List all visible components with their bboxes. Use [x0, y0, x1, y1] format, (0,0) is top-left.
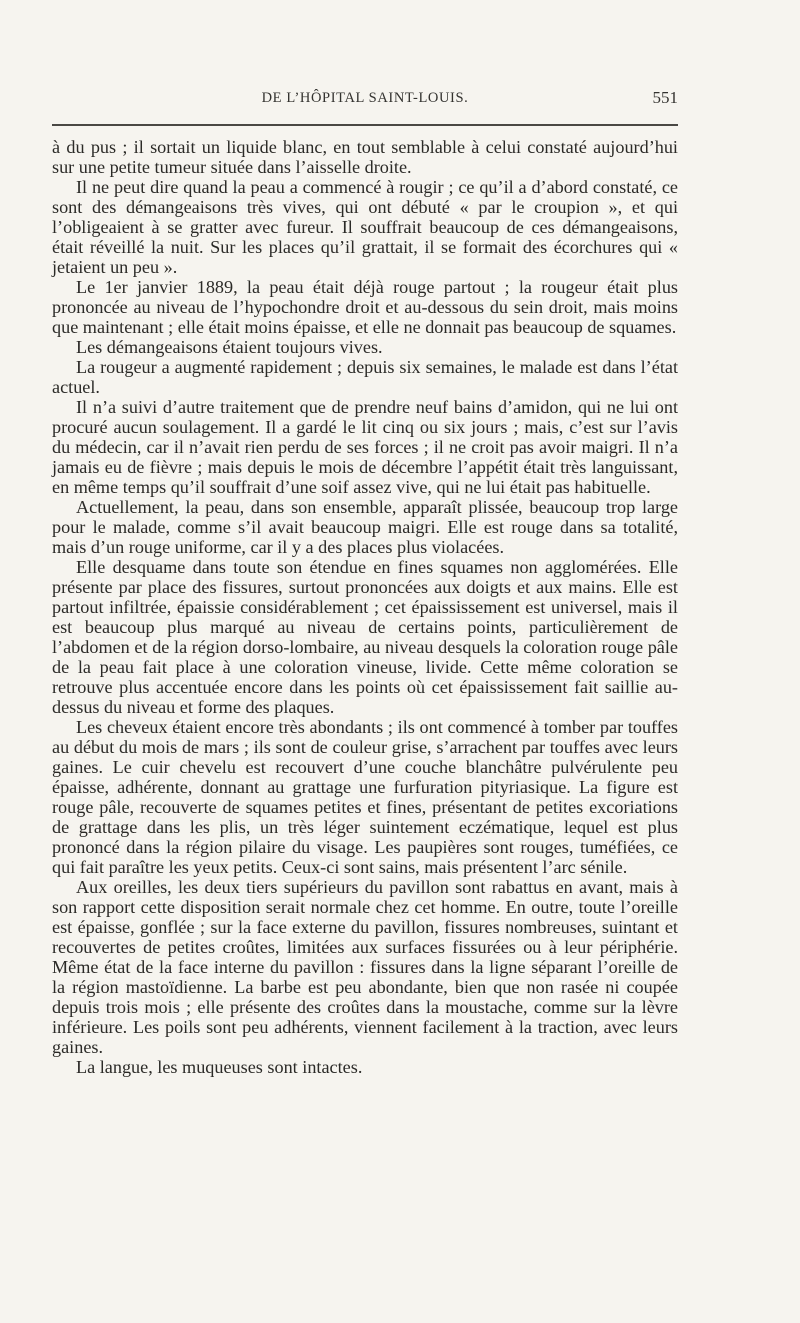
- paragraph: La langue, les muqueuses sont intactes.: [76, 1057, 363, 1077]
- paragraph: Aux oreilles, les deux tiers supérieurs du pavillon sont rabattus en avant, mais à son rapport cette disposition serait normale chez cet homme. En outre, toute l’oreille est épaisse, gonflée ; sur la face externe du pavillon, fissures nombreuses, suintant et recouvertes de petites croûtes, limitées aux surfaces fissurées ou à leur périphérie. Même état de la face interne du pavillon : fissures dans la ligne séparant l’oreille de la région mastoïdienne. La barbe est peu abondante, bien que non rasée ni coupée depuis trois mois ; elle présente des croûtes dans la moustache, comme sur la lèvre inférieure. Les poils sont peu adhérents, viennent facilement à la traction, avec leurs gaines.: [52, 877, 678, 1057]
- paragraph: Le 1er janvier 1889, la peau était déjà rouge partout ; la rougeur était plus prononcée au niveau de l’hypochondre droit et au-dessous du sein droit, mais moins que maintenant ; elle était moins épaisse, et elle ne donnait pas beaucoup de squames.: [52, 277, 678, 337]
- page-header: [52, 86, 678, 114]
- paragraph: à du pus ; il sortait un liquide blanc, en tout semblable à celui constaté aujourd’hui sur une petite tumeur située dans l’aisselle droite.: [52, 137, 678, 177]
- paragraph: Il n’a suivi d’autre traitement que de prendre neuf bains d’amidon, qui ne lui ont procuré aucun soulagement. Il a gardé le lit cinq ou six jours ; mais, c’est sur l’avis du médecin, car il n’avait rien perdu de ses forces ; il ne croit pas avoir maigri. Il n’a jamais eu de fièvre ; mais depuis le mois de décembre l’appétit était très languissant, en même temps qu’il souffrait d’une soif assez vive, qui ne lui était pas habituelle.: [52, 397, 678, 497]
- running-title: DE L’HÔPITAL SAINT-LOUIS.: [261, 90, 469, 106]
- paragraph: Elle desquame dans toute son étendue en fines squames non agglomérées. Elle présente par place des fissures, surtout prononcées aux doigts et aux mains. Elle est partout infiltrée, épaissie considérablement ; cet épaississement est universel, mais il est beaucoup plus marqué au niveau de certains points, particulièrement de l’abdomen et de la région dorso-lombaire, au niveau desquels la coloration rouge pâle de la peau fait place à une coloration vineuse, livide. Cette même coloration se retrouve plus accentuée encore dans les points où cet épaississement fait saillie au-dessus du niveau et forme des plaques.: [52, 557, 678, 717]
- header-rule: [52, 124, 678, 126]
- paragraph: Les cheveux étaient encore très abondants ; ils ont commencé à tomber par touffes au début du mois de mars ; ils sont de couleur grise, s’arrachent par touffes avec leurs gaines. Le cuir chevelu est recouvert d’une couche blanchâtre pulvérulente peu épaisse, adhérente, donnant au grattage une furfuration pityriasique. La figure est rouge pâle, recouverte de squames petites et fines, présentant de petites excoriations de grattage dans les plis, un très léger suintement eczématique, lequel est plus prononcé dans la région pilaire du visage. Les paupières sont rouges, tuméfiées, ce qui fait paraître les yeux petits. Ceux-ci sont sains, mais présentent l’arc sénile.: [52, 717, 678, 877]
- paragraph: Actuellement, la peau, dans son ensemble, apparaît plissée, beaucoup trop large pour le malade, comme s’il avait beaucoup maigri. Elle est rouge dans sa totalité, mais d’un rouge uniforme, car il y a des places plus violacées.: [52, 497, 678, 557]
- paragraph: La rougeur a augmenté rapidement ; depuis six semaines, le malade est dans l’état actuel.: [52, 357, 678, 397]
- page-number: 551: [652, 88, 678, 107]
- paragraph: Les démangeaisons étaient toujours vives.: [76, 337, 383, 357]
- paragraph: Il ne peut dire quand la peau a commencé à rougir ; ce qu’il a d’abord constaté, ce sont des démangeaisons très vives, qui ont débuté « par le croupion », et qui l’obligeaient à se gratter avec fureur. Il souffrait beaucoup de ces démangeaisons, était réveillé la nuit. Sur les places qu’il grattait, il se formait des écorchures qui « jetaient un peu ».: [52, 177, 678, 277]
- body-text: [52, 137, 678, 1077]
